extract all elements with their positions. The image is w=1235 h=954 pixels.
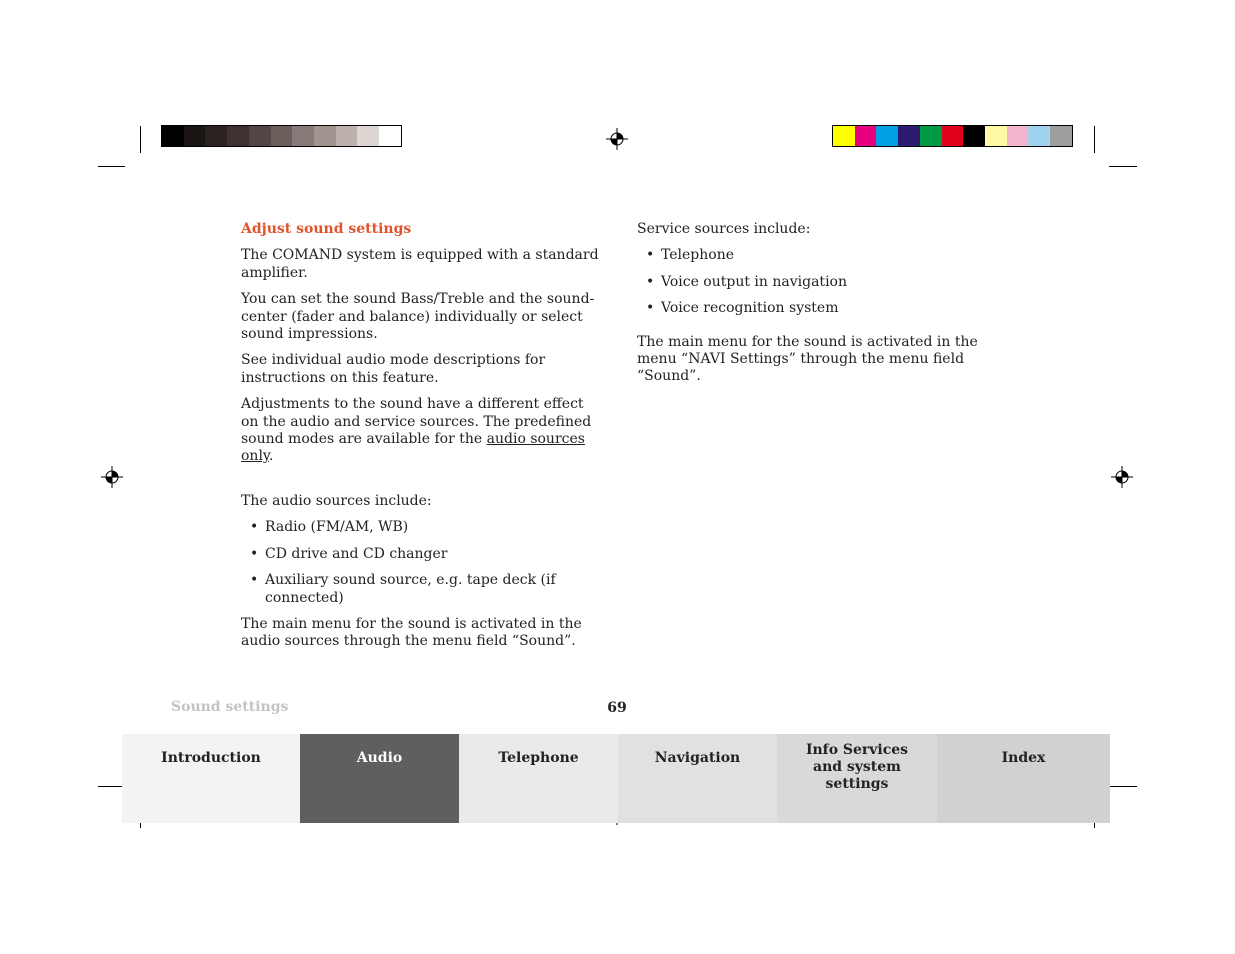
color-calibration-bar [832,125,1073,147]
paragraph: Service sources include: [637,221,811,237]
right-column [637,221,997,395]
calibration-swatch [227,126,249,146]
tab-label: Audio [356,750,403,766]
calibration-swatch [357,126,379,146]
crop-mark [1109,786,1137,787]
bullet-icon: • [250,545,259,562]
calibration-swatch [1050,126,1072,146]
calibration-swatch [205,126,227,146]
list-item [637,300,997,317]
tab-index[interactable] [937,734,1110,823]
calibration-swatch [898,126,920,146]
footer-section-label: Sound settings [171,699,289,715]
list-item-text: Telephone [661,247,735,264]
left-column [241,221,601,660]
tab-info-services[interactable] [777,734,937,823]
calibration-swatch [855,126,877,146]
registration-mark-icon [101,466,123,488]
bullet-icon: • [250,519,259,536]
crop-mark [98,786,125,787]
tab-introduction[interactable] [122,734,300,823]
bullet-icon: • [646,247,655,264]
calibration-swatch [985,126,1007,146]
calibration-swatch [876,126,898,146]
registration-mark-icon [1111,466,1133,488]
paragraph: The audio sources include: [241,492,432,509]
tab-audio[interactable] [300,734,459,823]
crop-mark [140,126,141,153]
tab-label: Index [1001,750,1046,766]
page-number: 69 [607,700,627,716]
calibration-swatch [162,126,184,146]
calibration-swatch [271,126,293,146]
calibration-swatch [379,126,401,146]
calibration-swatch [963,126,985,146]
list-item-text: Radio (FM/AM, WB) [265,519,409,536]
calibration-swatch [833,126,855,146]
paragraph: The COMAND system is equipped with a standard amplifier. [241,247,599,281]
crop-mark [1109,166,1137,167]
calibration-swatch [1007,126,1029,146]
tab-telephone[interactable] [459,734,618,823]
underlined-text: audio sources only [241,431,585,465]
calibration-swatch [184,126,206,146]
paragraph: See individual audio mode descriptions for instructions on this feature. [241,352,546,386]
registration-mark-icon [606,128,628,150]
list-item-text: CD drive and CD changer [265,545,448,562]
calibration-swatch [1028,126,1050,146]
calibration-swatch [249,126,271,146]
calibration-swatch [920,126,942,146]
tab-label: Introduction [161,750,261,766]
bullet-icon: • [646,300,655,317]
calibration-swatch [314,126,336,146]
tab-navigation[interactable] [618,734,777,823]
grayscale-calibration-bar [161,125,402,147]
list-item [637,247,997,264]
calibration-swatch [336,126,358,146]
list-item [241,546,601,563]
tab-label: Navigation [654,750,741,766]
tab-label: Info Services and system settings [805,742,909,792]
list-item-text: Voice recognition system [661,300,839,317]
bullet-icon: • [646,273,655,290]
paragraph-text: Adjustments to the sound have a different effect on the audio and service sources. The predefined sound modes are available for the [241,396,592,448]
calibration-swatch [292,126,314,146]
paragraph: The main menu for the sound is activated in the audio sources through the menu field “Sound”. [241,615,582,650]
calibration-swatch [942,126,964,146]
list-item-text: Auxiliary sound source, e.g. tape deck (if connected) [265,572,556,606]
list-item [241,572,565,607]
paragraph-text: . [268,448,274,465]
section-heading: Adjust sound settings [241,221,412,237]
crop-mark [1094,126,1095,153]
bullet-icon: • [250,572,259,589]
tab-label: Telephone [498,750,579,766]
paragraph: The main menu for the sound is activated in the menu “NAVI Settings” through the menu field “Sound”. [637,333,978,385]
paragraph: You can set the sound Bass/Treble and the soundcenter (fader and balance) individually or select sound impressions. [241,291,595,343]
list-item-text: Voice output in navigation [661,273,847,290]
paragraph [241,396,601,466]
list-item [241,519,601,536]
crop-mark [98,166,125,167]
list-item [637,274,997,291]
